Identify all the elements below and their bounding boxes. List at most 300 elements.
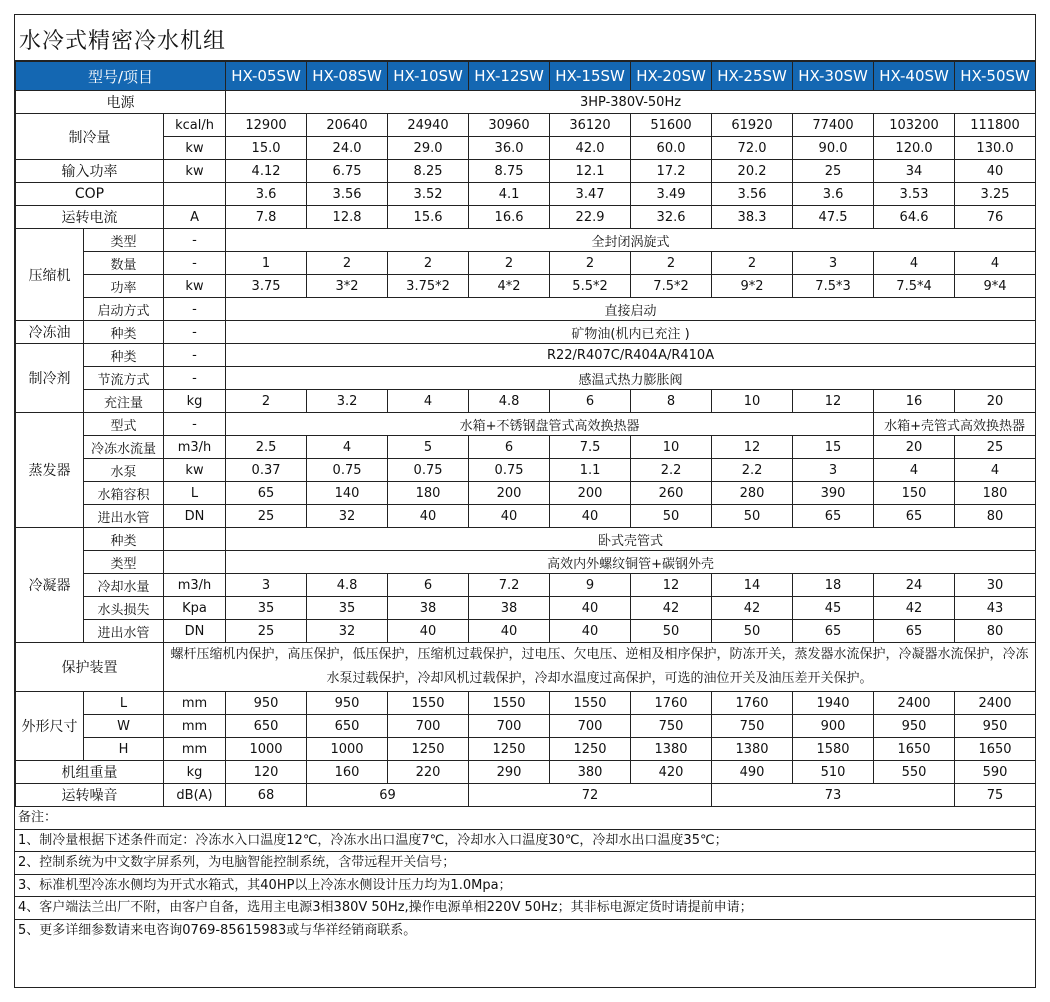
value-cell: 4 [874, 459, 955, 482]
unit-cell: - [164, 321, 226, 344]
value-cell: 3 [793, 459, 874, 482]
value-cell: 260 [631, 482, 712, 505]
condenser-pipe-row [16, 620, 1036, 643]
value-cell: 65 [874, 620, 955, 643]
value-cell: 9*4 [955, 275, 1036, 298]
condenser-type-row [16, 528, 1036, 551]
value-cell: 50 [631, 505, 712, 528]
value-cell: 380 [550, 761, 631, 784]
sub-label: W [84, 715, 164, 738]
sub-label: 类型 [84, 229, 164, 252]
value-cell: 17.2 [631, 160, 712, 183]
span-value: 卧式壳管式 [226, 528, 1036, 551]
value-cell: 650 [226, 715, 307, 738]
unit-cell: mm [164, 715, 226, 738]
refrigerant-type-row [16, 344, 1036, 367]
sub-label: H [84, 738, 164, 761]
value-cell: 47.5 [793, 206, 874, 229]
value-cell: 10 [712, 390, 793, 413]
value-cell: 42 [874, 597, 955, 620]
model-header: HX-12SW [469, 62, 550, 91]
value-cell: 4.1 [469, 183, 550, 206]
value-cell: 40 [469, 620, 550, 643]
value-cell: 43 [955, 597, 1036, 620]
value-cell: 25 [793, 160, 874, 183]
row-label: 机组重量 [16, 761, 164, 784]
model-header: HX-08SW [307, 62, 388, 91]
input-power-row [16, 160, 1036, 183]
group-label: 外形尺寸 [16, 692, 84, 761]
value-cell: 1550 [469, 692, 550, 715]
unit-cell: kw [164, 160, 226, 183]
value-cell: 130.0 [955, 137, 1036, 160]
value-cell: 950 [955, 715, 1036, 738]
condenser-loss-row [16, 597, 1036, 620]
value-cell: 2 [226, 390, 307, 413]
value-cell: 45 [793, 597, 874, 620]
value-cell: 120 [226, 761, 307, 784]
group-label: 制冷剂 [16, 344, 84, 413]
value-cell: 80 [955, 620, 1036, 643]
value-cell: 1650 [874, 738, 955, 761]
value-cell: 42 [631, 597, 712, 620]
value-cell: 25 [955, 436, 1036, 459]
value-cell: 15.0 [226, 137, 307, 160]
value-cell: 2.2 [631, 459, 712, 482]
compressor-start-row [16, 298, 1036, 321]
value-cell: 24940 [388, 114, 469, 137]
value-cell: 1940 [793, 692, 874, 715]
unit-cell: L [164, 482, 226, 505]
header-label: 型号/项目 [16, 62, 226, 91]
unit-cell: - [164, 344, 226, 367]
value-cell: 12.8 [307, 206, 388, 229]
refrigerant-charge-row [16, 390, 1036, 413]
value-cell: 12 [793, 390, 874, 413]
value-cell: 2400 [874, 692, 955, 715]
value-cell: 80 [955, 505, 1036, 528]
sub-label: 型式 [84, 413, 164, 436]
unit-cell: kcal/h [164, 114, 226, 137]
unit-cell: m3/h [164, 574, 226, 597]
value-cell: 4 [388, 390, 469, 413]
value-cell: 20640 [307, 114, 388, 137]
spec-table-body [16, 62, 1036, 807]
value-cell: 2 [388, 252, 469, 275]
condenser-flow-row [16, 574, 1036, 597]
value-cell: 20 [874, 436, 955, 459]
sub-label: 充注量 [84, 390, 164, 413]
value-cell: 36.0 [469, 137, 550, 160]
value-cell: 180 [955, 482, 1036, 505]
value-cell: 9 [550, 574, 631, 597]
value-cell: 2400 [955, 692, 1036, 715]
value-cell: 1760 [631, 692, 712, 715]
value-cell: 69 [307, 784, 469, 807]
model-header: HX-25SW [712, 62, 793, 91]
sub-label: 冷冻水流量 [84, 436, 164, 459]
value-cell: 3.25 [955, 183, 1036, 206]
value-cell: 8.25 [388, 160, 469, 183]
value-cell: 7.5 [550, 436, 631, 459]
spec-sheet [14, 14, 1036, 988]
row-label: 输入功率 [16, 160, 164, 183]
span-value: 水箱+不锈钢盘管式高效换热器 [226, 413, 874, 436]
weight-row [16, 761, 1036, 784]
group-label: 冷凝器 [16, 528, 84, 643]
unit-cell: DN [164, 620, 226, 643]
value-cell: 5 [388, 436, 469, 459]
value-cell: 3.49 [631, 183, 712, 206]
sub-label: 冷却水量 [84, 574, 164, 597]
value-cell: 32 [307, 505, 388, 528]
value-cell: 60.0 [631, 137, 712, 160]
value-cell: 38 [388, 597, 469, 620]
value-cell: 7.8 [226, 206, 307, 229]
sub-label: 数量 [84, 252, 164, 275]
value-cell: 3.75 [226, 275, 307, 298]
value-cell: 280 [712, 482, 793, 505]
note-item: 3、标准机型冷冻水侧均为开式水箱式，其40HP以上冷冻水侧设计压力均为1.0Mpa； [15, 875, 1035, 898]
value-cell: 35 [226, 597, 307, 620]
value-cell: 2.5 [226, 436, 307, 459]
value-cell: 1380 [712, 738, 793, 761]
value-cell: 42 [712, 597, 793, 620]
value-cell: 10 [631, 436, 712, 459]
value-cell: 3.52 [388, 183, 469, 206]
value-cell: 38.3 [712, 206, 793, 229]
value-cell: 4 [955, 252, 1036, 275]
sub-label: 节流方式 [84, 367, 164, 390]
dimension-h-row [16, 738, 1036, 761]
value-cell: 0.75 [469, 459, 550, 482]
value-cell: 90.0 [793, 137, 874, 160]
span-value: 高效内外螺纹铜管+碳钢外壳 [226, 551, 1036, 574]
unit-cell: kg [164, 390, 226, 413]
span-value: 直接启动 [226, 298, 1036, 321]
value-cell: 72.0 [712, 137, 793, 160]
value-cell: 900 [793, 715, 874, 738]
value-cell: 700 [550, 715, 631, 738]
unit-cell: m3/h [164, 436, 226, 459]
noise-row [16, 784, 1036, 807]
protection-text: 螺杆压缩机内保护，高压保护，低压保护，压缩机过载保护，过电压、欠电压、逆相及相序保护，防冻开关，蒸发器水流保护，冷凝器水流保护，冷冻水泵过载保护，冷却风机过载保护，冷却水温度过高保护，可选的油位开关及油压差开关保护。 [164, 643, 1036, 692]
row-label: 运转电流 [16, 206, 164, 229]
value-cell: 65 [874, 505, 955, 528]
value-cell: 32.6 [631, 206, 712, 229]
row-label: 制冷量 [16, 114, 164, 160]
unit-cell: - [164, 413, 226, 436]
value-cell: 30 [955, 574, 1036, 597]
unit-cell: DN [164, 505, 226, 528]
notes-heading: 备注： [15, 807, 1035, 830]
value-cell: 0.75 [388, 459, 469, 482]
span-value: 水箱+壳管式高效换热器 [874, 413, 1036, 436]
value-cell: 6 [469, 436, 550, 459]
value-cell: 1550 [388, 692, 469, 715]
value-cell: 4*2 [469, 275, 550, 298]
value-cell: 64.6 [874, 206, 955, 229]
page-title: 水冷式精密冷水机组 [15, 15, 1035, 61]
sub-label: 进出水管 [84, 620, 164, 643]
value-cell: 0.75 [307, 459, 388, 482]
value-cell: 24 [874, 574, 955, 597]
sub-label: L [84, 692, 164, 715]
value-cell: 111800 [955, 114, 1036, 137]
value-cell: 25 [226, 620, 307, 643]
value-cell: 140 [307, 482, 388, 505]
sub-label: 水泵 [84, 459, 164, 482]
unit-cell: kg [164, 761, 226, 784]
value-cell: 50 [631, 620, 712, 643]
model-header: HX-20SW [631, 62, 712, 91]
value-cell: 1.1 [550, 459, 631, 482]
note-item: 4、客户端法兰出厂不附，由客户自备，选用主电源3相380V 50Hz,操作电源单相220V 50Hz；其非标电源定货时请提前申请； [15, 897, 1035, 920]
value-cell: 14 [712, 574, 793, 597]
value-cell: 3.56 [712, 183, 793, 206]
model-header: HX-05SW [226, 62, 307, 91]
note-item: 5、更多详细参数请来电咨询0769-85615983或与华祥经销商联系。 [18, 922, 417, 938]
value-cell: 700 [469, 715, 550, 738]
value-cell: 18 [793, 574, 874, 597]
value-cell: 7.2 [469, 574, 550, 597]
value-cell: 2 [469, 252, 550, 275]
value-cell: 4.8 [307, 574, 388, 597]
value-cell: 150 [874, 482, 955, 505]
unit-cell: kw [164, 459, 226, 482]
value-cell: 590 [955, 761, 1036, 784]
row-label: 保护装置 [16, 643, 164, 692]
value-cell: 65 [793, 620, 874, 643]
sub-label: 种类 [84, 321, 164, 344]
value-cell: 40 [550, 597, 631, 620]
value-cell: 1580 [793, 738, 874, 761]
value-cell: 750 [631, 715, 712, 738]
value-cell: 950 [226, 692, 307, 715]
group-label: 蒸发器 [16, 413, 84, 528]
unit-cell: kw [164, 275, 226, 298]
model-header: HX-15SW [550, 62, 631, 91]
value-cell: 72 [469, 784, 712, 807]
value-cell: 65 [226, 482, 307, 505]
unit-cell: - [164, 229, 226, 252]
value-cell: 1550 [550, 692, 631, 715]
value-cell: 750 [712, 715, 793, 738]
value-cell: 550 [874, 761, 955, 784]
value-cell: 650 [307, 715, 388, 738]
evaporator-form-row [16, 413, 1036, 436]
value-cell: 3.47 [550, 183, 631, 206]
evaporator-tank-row [16, 482, 1036, 505]
value-cell: 24.0 [307, 137, 388, 160]
value-cell: 30960 [469, 114, 550, 137]
sub-label: 进出水管 [84, 505, 164, 528]
value-cell: 61920 [712, 114, 793, 137]
value-cell: 38 [469, 597, 550, 620]
value-cell: 7.5*3 [793, 275, 874, 298]
compressor-qty-row [16, 252, 1036, 275]
value-cell: 68 [226, 784, 307, 807]
value-cell: 75 [955, 784, 1036, 807]
group-label: 压缩机 [16, 229, 84, 321]
value-cell: 51600 [631, 114, 712, 137]
value-cell: 2.2 [712, 459, 793, 482]
value-cell: 3.53 [874, 183, 955, 206]
model-header: HX-50SW [955, 62, 1036, 91]
current-row [16, 206, 1036, 229]
model-header: HX-40SW [874, 62, 955, 91]
value-cell: 6 [550, 390, 631, 413]
value-cell: 490 [712, 761, 793, 784]
value-cell: 5.5*2 [550, 275, 631, 298]
value-cell: 4 [307, 436, 388, 459]
value-cell: 1760 [712, 692, 793, 715]
value-cell: 40 [388, 620, 469, 643]
value-cell: 2 [307, 252, 388, 275]
value-cell: 8 [631, 390, 712, 413]
dimension-w-row [16, 715, 1036, 738]
value-cell: 77400 [793, 114, 874, 137]
condenser-kind-row [16, 551, 1036, 574]
value-cell: 950 [307, 692, 388, 715]
value-cell: 1380 [631, 738, 712, 761]
value-cell: 0.37 [226, 459, 307, 482]
value-cell: 76 [955, 206, 1036, 229]
value-cell: 4 [955, 459, 1036, 482]
unit-cell: kw [164, 137, 226, 160]
value-cell: 3.75*2 [388, 275, 469, 298]
value-cell: 200 [550, 482, 631, 505]
note-item: 1、制冷量根据下述条件而定：冷冻水入口温度12℃，冷冻水出口温度7℃，冷却水入口温度30℃，冷却水出口温度35℃； [15, 830, 1035, 853]
refrigerant-throttle-row [16, 367, 1036, 390]
value-cell: 15.6 [388, 206, 469, 229]
value-cell: 73 [712, 784, 955, 807]
compressor-power-row [16, 275, 1036, 298]
power-source-value: 3HP-380V-50Hz [226, 91, 1036, 114]
value-cell: 1250 [388, 738, 469, 761]
value-cell: 1000 [226, 738, 307, 761]
value-cell: 390 [793, 482, 874, 505]
value-cell: 2 [631, 252, 712, 275]
value-cell: 4.12 [226, 160, 307, 183]
spec-table [15, 61, 1036, 807]
model-header: HX-30SW [793, 62, 874, 91]
row-label: COP [16, 183, 164, 206]
value-cell: 16.6 [469, 206, 550, 229]
value-cell: 36120 [550, 114, 631, 137]
cooling-kcal-row [16, 114, 1036, 137]
sub-label: 类型 [84, 551, 164, 574]
dimension-l-row [16, 692, 1036, 715]
value-cell: 9*2 [712, 275, 793, 298]
unit-cell [164, 183, 226, 206]
evaporator-flow-row [16, 436, 1036, 459]
value-cell: 420 [631, 761, 712, 784]
value-cell: 700 [388, 715, 469, 738]
value-cell: 40 [469, 505, 550, 528]
value-cell: 290 [469, 761, 550, 784]
value-cell: 40 [550, 620, 631, 643]
value-cell: 950 [874, 715, 955, 738]
sub-label: 水头损失 [84, 597, 164, 620]
notes-section [15, 807, 1035, 941]
value-cell: 20 [955, 390, 1036, 413]
value-cell: 50 [712, 620, 793, 643]
value-cell: 3.6 [226, 183, 307, 206]
value-cell: 180 [388, 482, 469, 505]
value-cell: 12 [631, 574, 712, 597]
row-label: 电源 [16, 91, 226, 114]
evaporator-pipe-row [16, 505, 1036, 528]
value-cell: 120.0 [874, 137, 955, 160]
unit-cell: mm [164, 738, 226, 761]
value-cell: 2 [550, 252, 631, 275]
unit-cell: Kpa [164, 597, 226, 620]
unit-cell: - [164, 367, 226, 390]
value-cell: 35 [307, 597, 388, 620]
value-cell: 160 [307, 761, 388, 784]
value-cell: 12900 [226, 114, 307, 137]
cop-row [16, 183, 1036, 206]
sub-label: 种类 [84, 344, 164, 367]
unit-cell: - [164, 298, 226, 321]
unit-cell: mm [164, 692, 226, 715]
span-value: R22/R407C/R404A/R410A [226, 344, 1036, 367]
value-cell: 1250 [550, 738, 631, 761]
value-cell: 7.5*4 [874, 275, 955, 298]
protection-row [16, 643, 1036, 692]
value-cell: 1250 [469, 738, 550, 761]
value-cell: 29.0 [388, 137, 469, 160]
note-item: 2、控制系统为中文数字屏系列，为电脑智能控制系统，含带远程开关信号； [15, 852, 1035, 875]
value-cell: 200 [469, 482, 550, 505]
value-cell: 103200 [874, 114, 955, 137]
span-value: 感温式热力膨胀阀 [226, 367, 1036, 390]
value-cell: 2 [712, 252, 793, 275]
group-label: 冷冻油 [16, 321, 84, 344]
value-cell: 6.75 [307, 160, 388, 183]
value-cell: 50 [712, 505, 793, 528]
power-source-row [16, 91, 1036, 114]
value-cell: 3 [226, 574, 307, 597]
value-cell: 34 [874, 160, 955, 183]
unit-cell: A [164, 206, 226, 229]
sub-label: 种类 [84, 528, 164, 551]
value-cell: 1650 [955, 738, 1036, 761]
value-cell: 3*2 [307, 275, 388, 298]
value-cell: 12 [712, 436, 793, 459]
value-cell: 12.1 [550, 160, 631, 183]
header-row [16, 62, 1036, 91]
value-cell: 3.56 [307, 183, 388, 206]
value-cell: 32 [307, 620, 388, 643]
value-cell: 16 [874, 390, 955, 413]
value-cell: 40 [955, 160, 1036, 183]
value-cell: 22.9 [550, 206, 631, 229]
table-cell [164, 528, 226, 551]
sub-label: 启动方式 [84, 298, 164, 321]
compressor-type-row [16, 229, 1036, 252]
value-cell: 6 [388, 574, 469, 597]
value-cell: 510 [793, 761, 874, 784]
value-cell: 20.2 [712, 160, 793, 183]
row-label: 运转噪音 [16, 784, 164, 807]
value-cell: 220 [388, 761, 469, 784]
value-cell: 7.5*2 [631, 275, 712, 298]
model-header: HX-10SW [388, 62, 469, 91]
value-cell: 3.6 [793, 183, 874, 206]
value-cell: 15 [793, 436, 874, 459]
